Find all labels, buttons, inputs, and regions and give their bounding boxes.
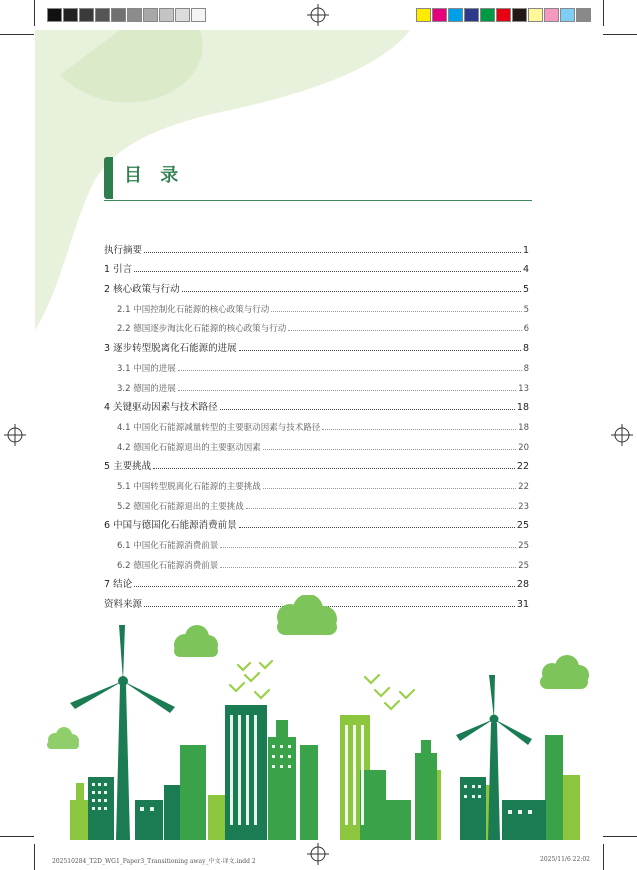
dot-leader [220,547,516,548]
color-swatch [432,8,447,22]
dot-leader [239,527,515,528]
toc-entry-label: 执行摘要 [104,244,143,256]
toc-entry[interactable] [104,334,529,354]
toc-page-number: 25 [518,541,529,551]
toc-entry[interactable] [104,413,529,433]
dot-leader [322,429,516,430]
dot-leader [134,271,521,272]
dot-leader [263,449,516,450]
color-swatch [496,8,511,22]
dot-leader [239,350,521,351]
toc-entry-label: 6.2 德国化石能源消费前景 [117,560,219,571]
registration-mark-icon [307,4,329,26]
city-skyline-illustration [40,595,600,840]
dot-leader [144,252,521,253]
cloud-icon [47,727,79,749]
registration-mark-icon [611,424,633,446]
toc-entry-label: 7 结论 [104,579,133,591]
toc-entry-label: 3.1 中国的进展 [117,363,176,374]
toc-entry-label: 4.2 德国化石能源退出的主要驱动因素 [117,442,261,453]
color-swatch [528,8,543,22]
toc-entry[interactable] [104,354,529,374]
color-swatch [79,8,94,22]
table-of-contents [104,236,529,610]
toc-entry-label: 5.1 中国转型脱离化石能源的主要挑战 [117,481,261,492]
toc-page-number: 22 [518,481,529,492]
toc-page-number: 18 [516,402,529,414]
toc-page-number: 13 [518,383,529,394]
toc-entry-label: 资料来源 [104,599,143,611]
toc-entry[interactable] [104,236,529,256]
color-swatch [191,8,206,22]
toc-entry[interactable] [104,394,529,414]
registration-mark-icon [307,843,329,865]
toc-entry-label: 1 引言 [104,264,133,276]
cloud-icon [277,595,337,635]
toc-entry-label: 6.1 中国化石能源消费前景 [117,541,219,551]
toc-entry-label: 3.2 德国的进展 [117,383,176,394]
toc-entry[interactable] [104,256,529,276]
toc-page-number: 5 [522,284,529,296]
color-swatch [111,8,126,22]
dot-leader [134,586,515,587]
dot-leader [263,488,516,489]
toc-entry[interactable] [104,374,529,394]
toc-entry-label: 3 逐步转型脱离化石能源的进展 [104,343,237,355]
toc-entry-label: 2.2 德国逐步淘汰化石能源的核心政策与行动 [117,324,287,335]
toc-page-number: 8 [523,363,529,374]
file-slug: 202510284_T2D_WG1_Paper3_Transitioning away_中文-译文.indd 2 [52,858,256,865]
color-swatch [560,8,575,22]
toc-entry-label: 5.2 德国化石能源退出的主要挑战 [117,501,244,512]
dot-leader [153,468,515,469]
dot-leader [220,409,515,410]
color-swatch [544,8,559,22]
color-swatch [464,8,479,22]
toc-entry-label: 6 中国与德国化石能源消费前景 [104,520,237,532]
toc-entry[interactable] [104,295,529,315]
color-swatch [175,8,190,22]
toc-entry[interactable] [104,531,529,551]
grayscale-color-bar [47,8,207,22]
toc-entry[interactable] [104,512,529,532]
toc-entry-label: 2 核心政策与行动 [104,284,180,296]
toc-page-number: 5 [523,304,529,315]
toc-entry-label: 2.1 中国控制化石能源的核心政策与行动 [117,304,270,315]
color-swatch [47,8,62,22]
birds-icon [230,661,414,709]
toc-heading [104,155,532,203]
toc-entry-label: 4 关键驱动因素与技术路径 [104,402,218,414]
dot-leader [220,567,516,568]
color-swatch [63,8,78,22]
cloud-icon [174,625,218,657]
toc-page-number: 28 [516,579,529,591]
color-swatch [95,8,110,22]
toc-page-number: 1 [522,244,529,256]
toc-page-number: 25 [516,520,529,532]
cloud-icon [540,655,589,689]
toc-page-number: 18 [518,422,529,433]
toc-entry[interactable] [104,275,529,295]
dot-leader [288,330,521,331]
color-swatch [512,8,527,22]
toc-page-number: 20 [518,442,529,453]
timestamp: 2025/11/6 22:02 [540,856,590,863]
toc-page-number: 4 [522,264,529,276]
dot-leader [178,370,522,371]
dot-leader [246,508,516,509]
color-swatch [127,8,142,22]
color-swatch [448,8,463,22]
toc-entry[interactable] [104,472,529,492]
toc-page-number: 25 [518,560,529,571]
color-swatch [480,8,495,22]
color-swatch [416,8,431,22]
color-swatch [576,8,591,22]
toc-entry[interactable] [104,433,529,453]
color-swatch [159,8,174,22]
page-title: 目 录 [124,165,185,186]
toc-page-number: 8 [522,343,529,355]
registration-mark-icon [4,424,26,446]
toc-page-number: 31 [516,599,529,611]
color-swatch [143,8,158,22]
toc-entry[interactable] [104,571,529,591]
dot-leader [182,291,521,292]
heading-accent-bar [104,157,113,199]
toc-entry[interactable] [104,453,529,473]
toc-page-number: 22 [516,461,529,473]
dot-leader [178,390,516,391]
toc-page-number: 23 [518,501,529,512]
toc-entry-label: 4.1 中国化石能源减量转型的主要驱动因素与技术路径 [117,422,321,433]
toc-entry[interactable] [104,315,529,335]
toc-page-number: 6 [523,324,529,335]
heading-divider [104,200,532,201]
toc-entry[interactable] [104,551,529,571]
dot-leader [271,311,521,312]
toc-entry-label: 5 主要挑战 [104,461,152,473]
toc-entry[interactable] [104,492,529,512]
process-color-bar [416,8,592,22]
